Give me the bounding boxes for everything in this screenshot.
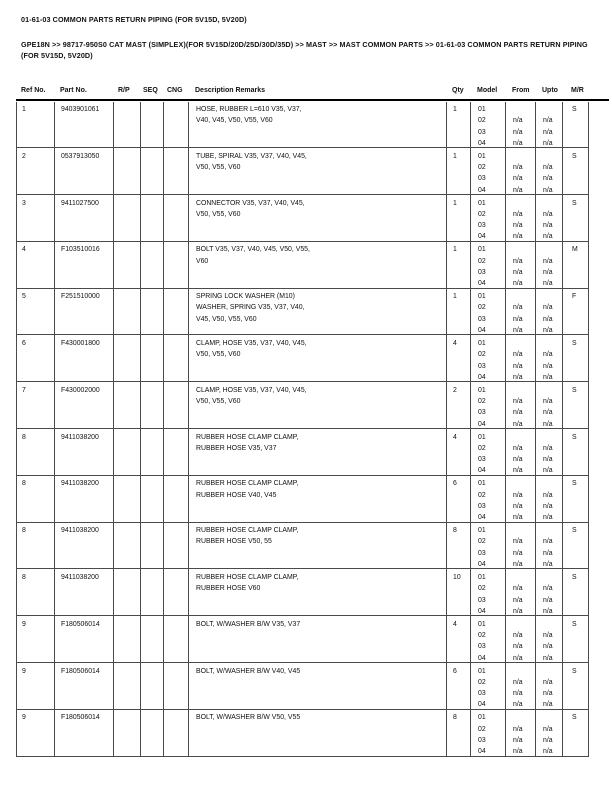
cell-cng — [164, 289, 189, 335]
cell-cng — [164, 569, 189, 615]
cell-part: 9411038200 — [55, 476, 114, 522]
cell-desc: BOLT, W/WASHER B/W V40, V45 — [189, 663, 447, 709]
cell-mr: S — [563, 569, 589, 615]
cell-model: 01 02 03 04 — [471, 102, 506, 148]
header-qty: Qty — [452, 87, 464, 94]
cell-seq — [141, 710, 164, 756]
cell-part: 9411038200 — [55, 523, 114, 569]
cell-from: n/a n/a n/a — [506, 148, 536, 194]
cell-mr: S — [563, 663, 589, 709]
cell-part: 9411038200 — [55, 429, 114, 475]
cell-rp — [114, 663, 141, 709]
cell-qty: 1 — [447, 195, 471, 241]
header-cng: CNG — [167, 87, 183, 94]
cell-mr: F — [563, 289, 589, 335]
cell-desc: RUBBER HOSE CLAMP CLAMP, RUBBER HOSE V35, V37 — [189, 429, 447, 475]
cell-ref: 4 — [17, 242, 55, 288]
cell-part: 0537913050 — [55, 148, 114, 194]
cell-part: F180506014 — [55, 663, 114, 709]
cell-rp — [114, 476, 141, 522]
cell-model: 01 02 03 04 — [471, 335, 506, 381]
cell-cng — [164, 429, 189, 475]
cell-seq — [141, 148, 164, 194]
cell-cng — [164, 710, 189, 756]
cell-upto: n/a n/a n/a — [536, 569, 563, 615]
cell-from: n/a n/a n/a — [506, 523, 536, 569]
breadcrumb: GPE18N >> 98717-950S0 CAT MAST (SIMPLEX)(FOR 5V15D/20D/25D/30D/35D) >> MAST >> MAST COMMON PARTS >> 01-61-03 COMMON PARTS RETURN PIPING (FOR 5V15D, 5V20D) — [21, 40, 588, 60]
cell-mr: S — [563, 335, 589, 381]
cell-seq — [141, 663, 164, 709]
header-mr: M/R — [571, 87, 584, 94]
cell-model: 01 02 03 04 — [471, 148, 506, 194]
cell-desc: BOLT, W/WASHER B/W V50, V55 — [189, 710, 447, 756]
cell-qty: 2 — [447, 382, 471, 428]
cell-rp — [114, 382, 141, 428]
cell-cng — [164, 148, 189, 194]
cell-mr: S — [563, 523, 589, 569]
cell-mr: S — [563, 616, 589, 662]
cell-seq — [141, 335, 164, 381]
cell-qty: 6 — [447, 663, 471, 709]
cell-rp — [114, 102, 141, 148]
table-row — [17, 335, 589, 382]
cell-model: 01 02 03 04 — [471, 710, 506, 756]
cell-model: 01 02 03 04 — [471, 476, 506, 522]
cell-mr: S — [563, 102, 589, 148]
cell-cng — [164, 335, 189, 381]
cell-qty: 8 — [447, 523, 471, 569]
cell-qty: 1 — [447, 242, 471, 288]
cell-upto: n/a n/a n/a — [536, 242, 563, 288]
cell-desc: TUBE, SPIRAL V35, V37, V40, V45, V50, V55, V60 — [189, 148, 447, 194]
cell-mr: S — [563, 710, 589, 756]
cell-seq — [141, 382, 164, 428]
cell-part: 9411038200 — [55, 569, 114, 615]
cell-cng — [164, 663, 189, 709]
cell-seq — [141, 616, 164, 662]
cell-qty: 1 — [447, 289, 471, 335]
cell-model: 01 02 03 04 — [471, 429, 506, 475]
cell-from: n/a n/a n/a — [506, 569, 536, 615]
parts-table — [16, 102, 589, 757]
header-ref-no: Ref No. — [21, 87, 46, 94]
cell-upto: n/a n/a n/a — [536, 148, 563, 194]
table-row — [17, 382, 589, 429]
cell-mr: M — [563, 242, 589, 288]
cell-rp — [114, 289, 141, 335]
cell-from: n/a n/a n/a — [506, 242, 536, 288]
cell-ref: 9 — [17, 616, 55, 662]
cell-model: 01 02 03 04 — [471, 569, 506, 615]
cell-qty: 4 — [447, 616, 471, 662]
cell-desc: BOLT, W/WASHER B/W V35, V37 — [189, 616, 447, 662]
cell-upto: n/a n/a n/a — [536, 102, 563, 148]
cell-desc: BOLT V35, V37, V40, V45, V50, V55, V60 — [189, 242, 447, 288]
cell-mr: S — [563, 382, 589, 428]
cell-ref: 7 — [17, 382, 55, 428]
cell-ref: 8 — [17, 523, 55, 569]
cell-upto: n/a n/a n/a — [536, 710, 563, 756]
header-seq: SEQ — [143, 87, 158, 94]
cell-rp — [114, 710, 141, 756]
cell-seq — [141, 289, 164, 335]
cell-upto: n/a n/a n/a — [536, 289, 563, 335]
cell-seq — [141, 195, 164, 241]
cell-desc: HOSE, RUBBER L=610 V35, V37, V40, V45, V50, V55, V60 — [189, 102, 447, 148]
table-row — [17, 102, 589, 149]
cell-part: F180506014 — [55, 710, 114, 756]
cell-desc: SPRING LOCK WASHER (M10) WASHER, SPRING V35, V37, V40, V45, V50, V55, V60 — [189, 289, 447, 335]
cell-ref: 6 — [17, 335, 55, 381]
cell-rp — [114, 195, 141, 241]
cell-desc: RUBBER HOSE CLAMP CLAMP, RUBBER HOSE V50, 55 — [189, 523, 447, 569]
cell-ref: 5 — [17, 289, 55, 335]
cell-seq — [141, 523, 164, 569]
cell-qty: 1 — [447, 148, 471, 194]
cell-from: n/a n/a n/a — [506, 335, 536, 381]
cell-ref: 1 — [17, 102, 55, 148]
cell-mr: S — [563, 429, 589, 475]
cell-rp — [114, 523, 141, 569]
table-row — [17, 523, 589, 570]
cell-qty: 4 — [447, 335, 471, 381]
cell-part: 9411027500 — [55, 195, 114, 241]
cell-mr: S — [563, 148, 589, 194]
cell-ref: 2 — [17, 148, 55, 194]
cell-qty: 4 — [447, 429, 471, 475]
cell-rp — [114, 242, 141, 288]
cell-upto: n/a n/a n/a — [536, 335, 563, 381]
cell-mr: S — [563, 476, 589, 522]
cell-seq — [141, 476, 164, 522]
table-row — [17, 289, 589, 336]
cell-ref: 3 — [17, 195, 55, 241]
cell-upto: n/a n/a n/a — [536, 523, 563, 569]
cell-ref: 9 — [17, 710, 55, 756]
cell-model: 01 02 03 04 — [471, 523, 506, 569]
table-row — [17, 616, 589, 663]
cell-desc: RUBBER HOSE CLAMP CLAMP, RUBBER HOSE V60 — [189, 569, 447, 615]
cell-ref: 8 — [17, 569, 55, 615]
cell-from: n/a n/a n/a — [506, 195, 536, 241]
cell-cng — [164, 382, 189, 428]
cell-cng — [164, 523, 189, 569]
cell-qty: 8 — [447, 710, 471, 756]
table-row — [17, 710, 589, 757]
table-row — [17, 242, 589, 289]
cell-rp — [114, 148, 141, 194]
cell-model: 01 02 03 04 — [471, 242, 506, 288]
cell-from: n/a n/a n/a — [506, 102, 536, 148]
cell-ref: 9 — [17, 663, 55, 709]
cell-part: F180506014 — [55, 616, 114, 662]
table-row — [17, 569, 589, 616]
header-model: Model — [477, 87, 498, 94]
cell-upto: n/a n/a n/a — [536, 663, 563, 709]
cell-qty: 6 — [447, 476, 471, 522]
cell-part: F103510016 — [55, 242, 114, 288]
cell-from: n/a n/a n/a — [506, 710, 536, 756]
cell-desc: CLAMP, HOSE V35, V37, V40, V45, V50, V55, V60 — [189, 335, 447, 381]
header-from: From — [512, 87, 530, 94]
table-row — [17, 663, 589, 710]
table-column-headers — [16, 87, 588, 94]
cell-upto: n/a n/a n/a — [536, 429, 563, 475]
cell-from: n/a n/a n/a — [506, 616, 536, 662]
cell-desc: RUBBER HOSE CLAMP CLAMP, RUBBER HOSE V40, V45 — [189, 476, 447, 522]
cell-cng — [164, 476, 189, 522]
cell-model: 01 02 03 04 — [471, 663, 506, 709]
cell-qty: 10 — [447, 569, 471, 615]
cell-part: 9403901061 — [55, 102, 114, 148]
cell-ref: 8 — [17, 476, 55, 522]
header-upto: Upto — [542, 87, 558, 94]
cell-cng — [164, 616, 189, 662]
cell-seq — [141, 102, 164, 148]
cell-from: n/a n/a n/a — [506, 382, 536, 428]
cell-model: 01 02 03 04 — [471, 616, 506, 662]
cell-part: F430002000 — [55, 382, 114, 428]
cell-mr: S — [563, 195, 589, 241]
cell-upto: n/a n/a n/a — [536, 476, 563, 522]
cell-rp — [114, 616, 141, 662]
header-description: Description Remarks — [195, 87, 266, 94]
cell-rp — [114, 335, 141, 381]
cell-from: n/a n/a n/a — [506, 663, 536, 709]
cell-upto: n/a n/a n/a — [536, 616, 563, 662]
cell-from: n/a n/a n/a — [506, 476, 536, 522]
cell-part: F251510000 — [55, 289, 114, 335]
cell-cng — [164, 195, 189, 241]
cell-cng — [164, 242, 189, 288]
table-row — [17, 148, 589, 195]
cell-seq — [141, 569, 164, 615]
cell-part: F430001800 — [55, 335, 114, 381]
cell-from: n/a n/a n/a — [506, 289, 536, 335]
cell-rp — [114, 429, 141, 475]
cell-model: 01 02 03 04 — [471, 289, 506, 335]
cell-seq — [141, 429, 164, 475]
cell-from: n/a n/a n/a — [506, 429, 536, 475]
cell-desc: CLAMP, HOSE V35, V37, V40, V45, V50, V55, V60 — [189, 382, 447, 428]
cell-model: 01 02 03 04 — [471, 382, 506, 428]
cell-rp — [114, 569, 141, 615]
cell-qty: 1 — [447, 102, 471, 148]
table-row — [17, 429, 589, 476]
cell-seq — [141, 242, 164, 288]
cell-cng — [164, 102, 189, 148]
cell-model: 01 02 03 04 — [471, 195, 506, 241]
cell-upto: n/a n/a n/a — [536, 382, 563, 428]
table-row — [17, 195, 589, 242]
header-part-no: Part No. — [60, 87, 87, 94]
page-title: 01-61-03 COMMON PARTS RETURN PIPING (FOR 5V15D, 5V20D) — [21, 15, 247, 24]
cell-ref: 8 — [17, 429, 55, 475]
table-row — [17, 476, 589, 523]
cell-desc: CONNECTOR V35, V37, V40, V45, V50, V55, V60 — [189, 195, 447, 241]
header-rp: R/P — [118, 87, 130, 94]
cell-upto: n/a n/a n/a — [536, 195, 563, 241]
